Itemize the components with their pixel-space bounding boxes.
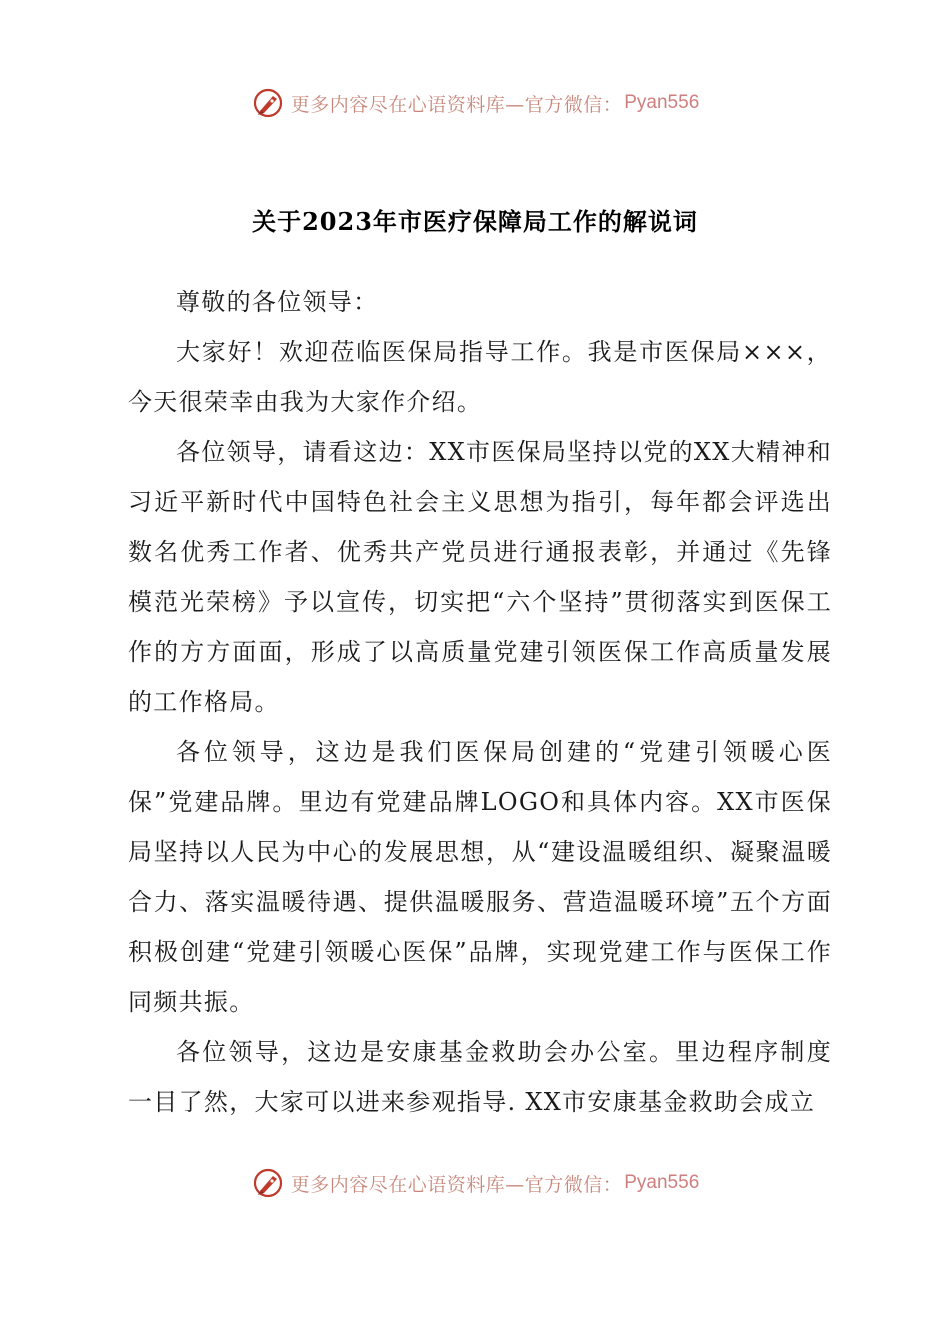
watermark-wechat-id: Pyan556: [624, 92, 700, 113]
pen-nib-logo-icon: [251, 1166, 285, 1200]
document-body: [128, 277, 832, 1127]
watermark-wechat-id: Pyan556: [624, 1172, 700, 1193]
watermark-text: 更多内容尽在心语资料库—官方微信：: [290, 1173, 623, 1196]
paragraph: 大家好！欢迎莅临医保局指导工作。我是市医保局×××，今天很荣幸由我为大家作介绍。: [128, 338, 832, 416]
header-watermark: [0, 81, 950, 125]
watermark-text: 更多内容尽在心语资料库—官方微信：: [290, 93, 623, 116]
document-title: 关于2023年市医疗保障局工作的解说词: [252, 207, 698, 236]
paragraph: 各位领导，这边是我们医保局创建的“党建引领暖心医保”党建品牌。里边有党建品牌LOGO和具体内容。XX市医保局坚持以人民为中心的发展思想，从“建设温暖组织、凝聚温暖合力、落实温暖待遇、提供温暖服务、营造温暖环境”五个方面积极创建“党建引领暖心医保”品牌，实现党建工作与医保工作同频共振。: [128, 738, 832, 1016]
footer-watermark: [0, 1161, 950, 1205]
paragraph-salutation: 尊敬的各位领导：: [176, 288, 379, 316]
pen-nib-logo-icon: [251, 86, 285, 120]
paragraph: 各位领导，请看这边：XX市医保局坚持以党的XX大精神和习近平新时代中国特色社会主义思想为指引，每年都会评选出数名优秀工作者、优秀共产党员进行通报表彰，并通过《先锋模范光荣榜》予以宣传，切实把“六个坚持”贯彻落实到医保工作的方方面面，形成了以高质量党建引领医保工作高质量发展的工作格局。: [128, 438, 832, 716]
paragraph: 各位领导，这边是安康基金救助会办公室。里边程序制度一目了然，大家可以进来参观指导. XX市安康基金救助会成立: [128, 1038, 832, 1116]
